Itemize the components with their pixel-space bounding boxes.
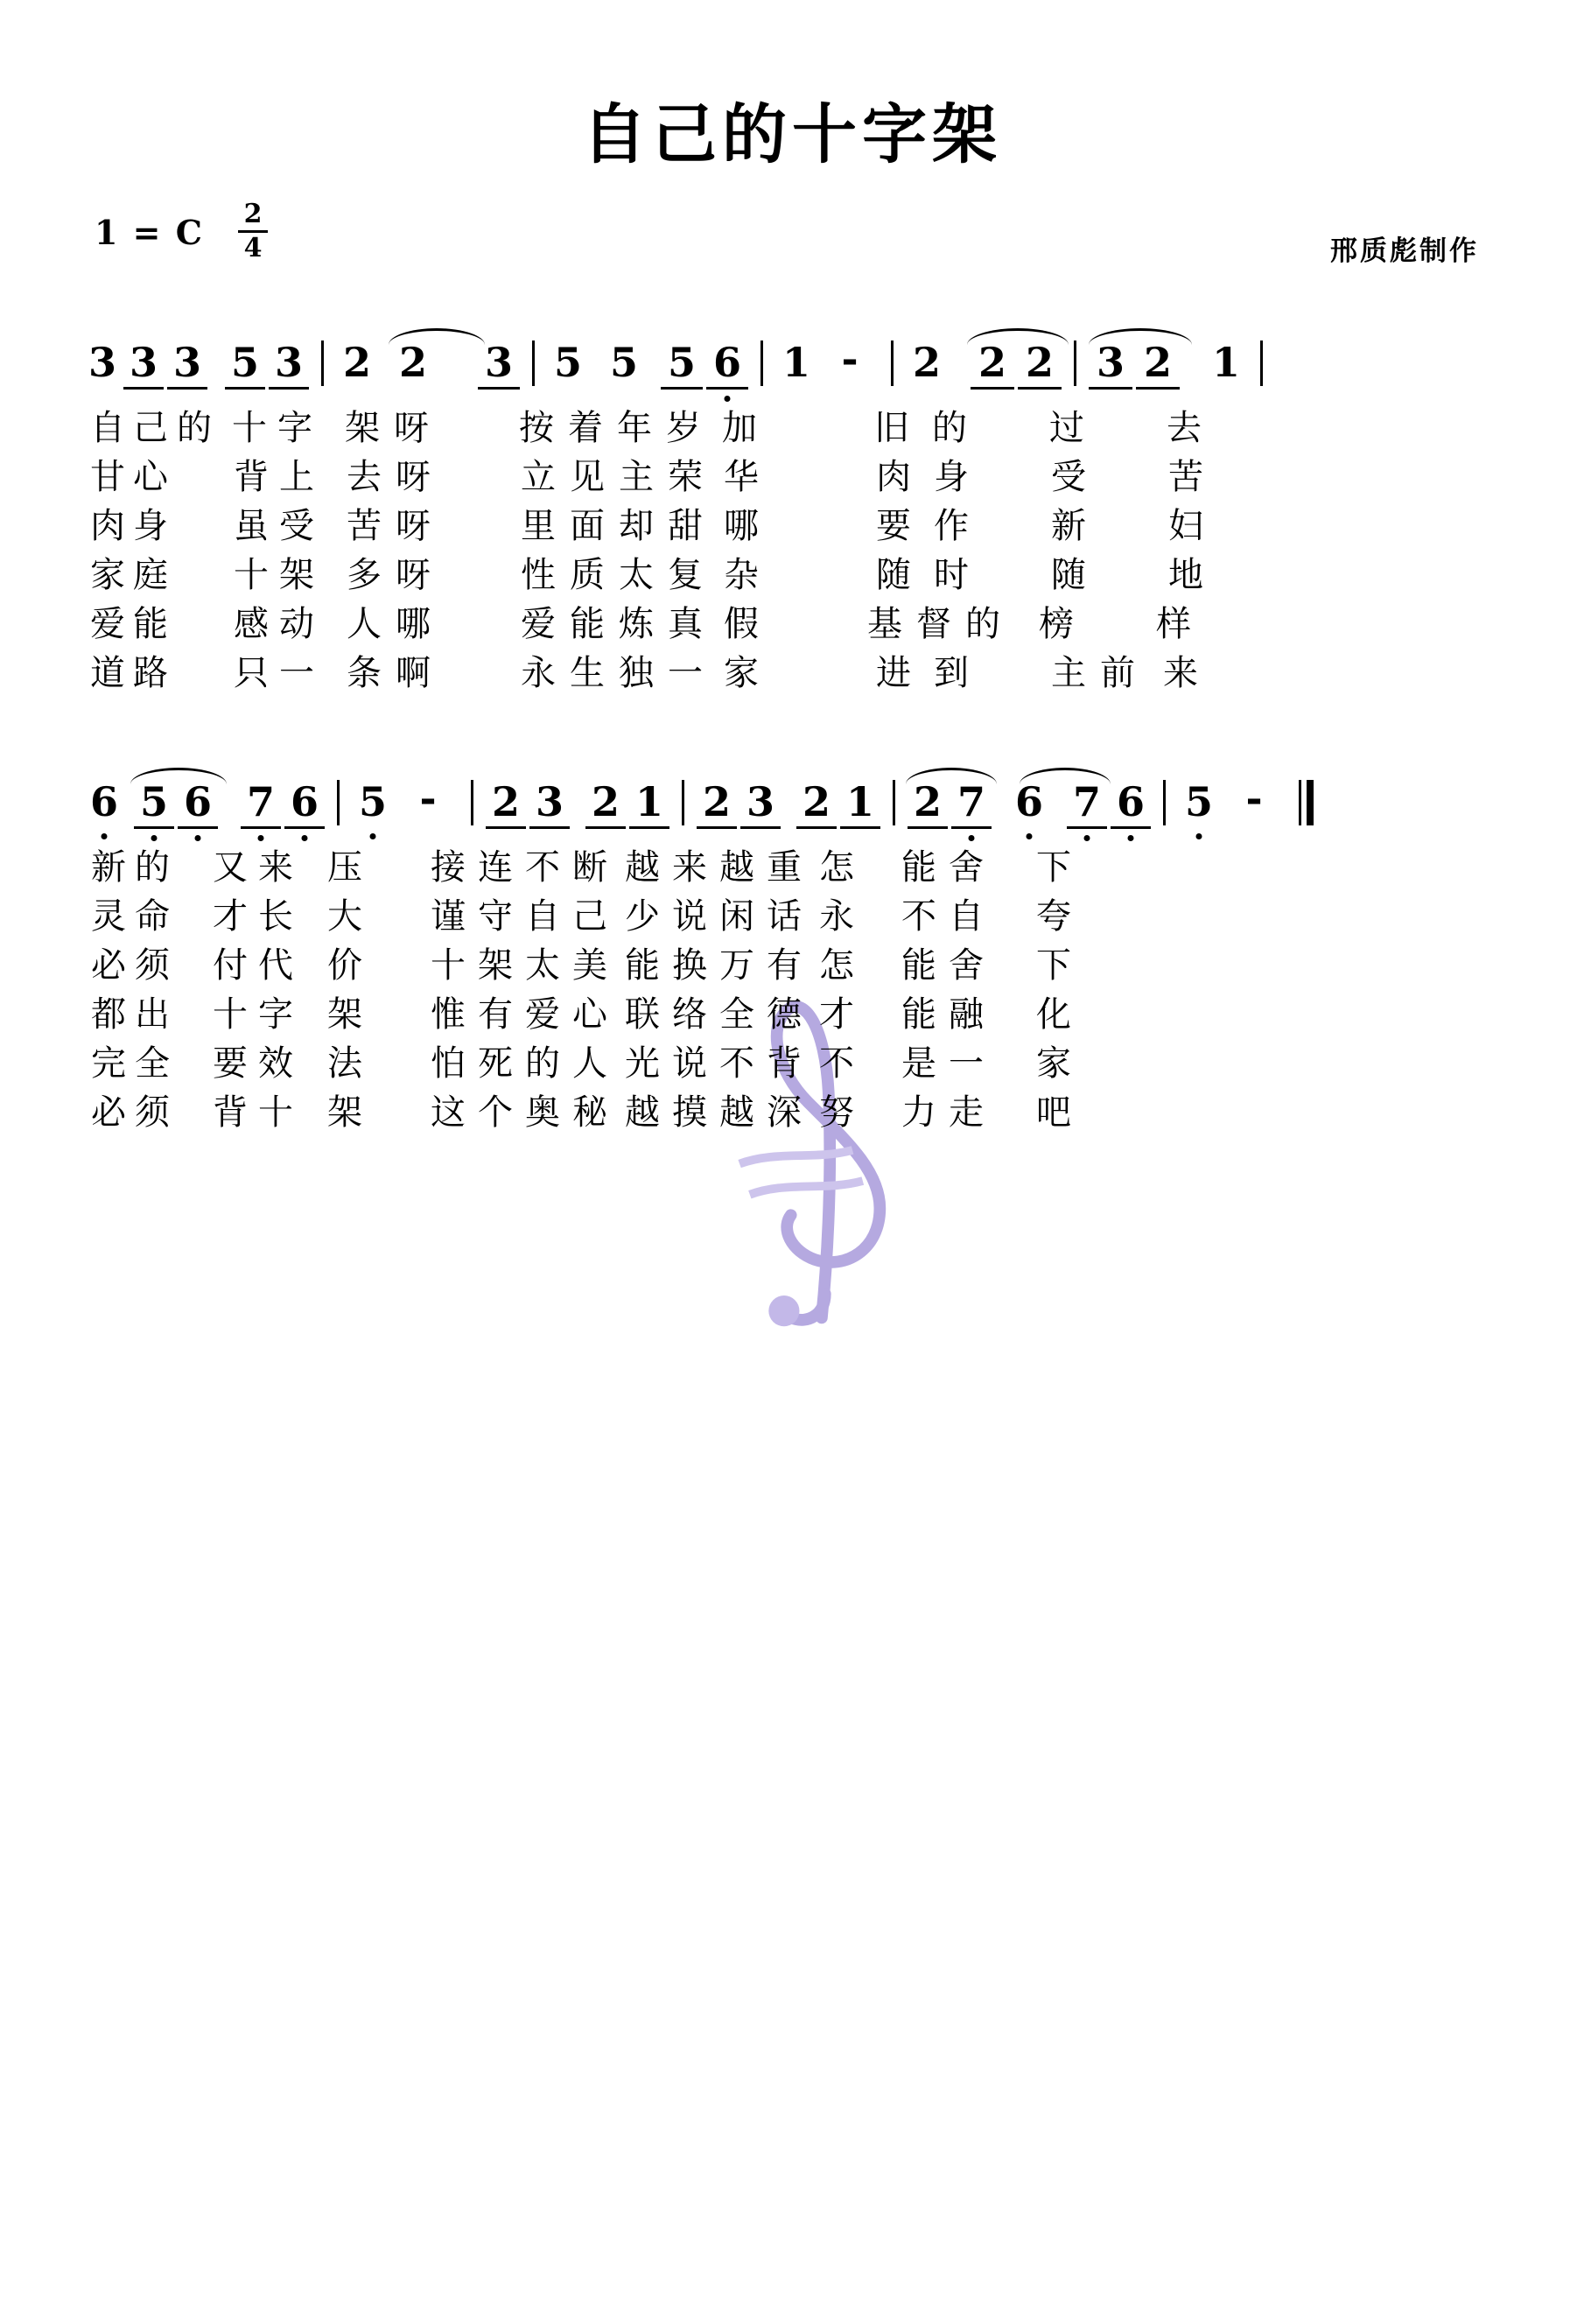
lyric-char: 心 <box>133 456 168 497</box>
lyric-char: 新 <box>1051 505 1086 546</box>
lyric-char: 按 <box>519 407 554 448</box>
lyric-char: 才 <box>213 895 248 937</box>
note: 5 <box>659 342 704 391</box>
lyric-char: 闲 <box>719 895 754 937</box>
lyric-char: 十 <box>258 1092 293 1133</box>
lyric-char: 炼 <box>619 603 654 644</box>
lyrics-block-2 <box>83 839 1518 1134</box>
lyric-char: 主 <box>619 456 654 497</box>
lyric-char: 家 <box>90 554 125 595</box>
lyric-char: 能 <box>625 944 660 986</box>
note: 2 <box>1134 342 1181 391</box>
lyric-char: 必 <box>91 1092 126 1133</box>
lyric-char: 甜 <box>668 505 703 546</box>
lyric-line <box>83 400 1518 449</box>
notation-row-2 <box>83 762 1518 831</box>
lyric-char: 啊 <box>396 652 431 693</box>
lyric-char: 全 <box>135 1043 170 1084</box>
author-credit: 邢质彪制作 <box>1330 235 1479 267</box>
barline <box>471 780 473 825</box>
lyric-char: 架 <box>345 407 380 448</box>
measure-2 <box>334 339 522 391</box>
lyric-char: 怕 <box>431 1043 466 1084</box>
lyric-char: 化 <box>1036 993 1071 1035</box>
lyric-char: 大 <box>327 895 362 937</box>
note: 2 <box>1016 342 1063 391</box>
lyric-char: 前 <box>1100 652 1135 693</box>
lyric-char: 身 <box>934 456 969 497</box>
lyric-char: 进 <box>876 652 911 693</box>
lyric-char: 这 <box>431 1092 466 1133</box>
lyric-char: 时 <box>934 554 969 595</box>
lyric-char: 谨 <box>431 895 466 937</box>
lyric-line <box>83 888 1518 937</box>
lyric-char: 完 <box>91 1043 126 1084</box>
lyric-char: 自 <box>949 895 984 937</box>
lyric-char: 家 <box>1036 1043 1071 1084</box>
lyric-char: 主 <box>1051 652 1086 693</box>
lyric-char: 架 <box>327 993 362 1035</box>
lyric-char: 背 <box>767 1043 802 1084</box>
lyric-char: 基 <box>867 603 902 644</box>
lyric-char: 要 <box>876 505 911 546</box>
measure-8 <box>350 775 460 831</box>
lyric-char: 见 <box>570 456 605 497</box>
lyric-char: 灵 <box>91 895 126 937</box>
lyric-char: 融 <box>949 993 984 1035</box>
lyric-char: 说 <box>672 1043 707 1084</box>
lyric-char: 的 <box>135 846 170 888</box>
lyric-char: 的 <box>932 407 967 448</box>
note: 3 <box>267 342 311 391</box>
lyric-char: 越 <box>719 846 754 888</box>
lyric-char: 守 <box>478 895 513 937</box>
barline <box>1074 341 1076 386</box>
lyric-char: 能 <box>901 944 936 986</box>
lyric-char: 哪 <box>396 603 431 644</box>
octave-dot-low <box>1196 833 1202 839</box>
lyric-char: 付 <box>213 944 248 986</box>
lyric-char: 加 <box>722 407 757 448</box>
key-signature: 1 = C <box>95 213 204 252</box>
lyric-char: 作 <box>934 505 969 546</box>
lyric-char: 努 <box>819 1092 854 1133</box>
lyric-char: 要 <box>213 1043 248 1084</box>
measure-9 <box>484 778 671 831</box>
barline-thin <box>1299 780 1301 825</box>
lyric-char: 走 <box>949 1092 984 1133</box>
note: 2 <box>342 339 371 386</box>
lyric-char: 多 <box>347 554 382 595</box>
lyric-char: 下 <box>1036 846 1071 888</box>
lyric-char: 哪 <box>724 505 759 546</box>
note: 3 <box>122 342 165 391</box>
lyric-char: 必 <box>91 944 126 986</box>
lyric-char: 上 <box>279 456 314 497</box>
lyric-char: 才 <box>819 993 854 1035</box>
lyric-char: 背 <box>213 1092 248 1133</box>
lyric-char: 吧 <box>1036 1092 1071 1133</box>
lyric-char: 到 <box>934 652 969 693</box>
lyric-char: 庭 <box>133 554 168 595</box>
lyric-char: 里 <box>521 505 556 546</box>
lyric-char: 怎 <box>819 944 854 986</box>
lyric-char: 榜 <box>1039 603 1074 644</box>
lyric-char: 不 <box>525 846 560 888</box>
lyric-char: 受 <box>1051 456 1086 497</box>
lyric-char: 又 <box>213 846 248 888</box>
lyric-char: 压 <box>327 846 362 888</box>
lyric-char: 全 <box>719 993 754 1035</box>
note: 2 <box>398 339 427 386</box>
lyric-line <box>83 596 1518 645</box>
lyric-char: 面 <box>570 505 605 546</box>
lyric-char: 舍 <box>949 846 984 888</box>
note: 7 <box>239 782 283 831</box>
note: 1 <box>781 339 810 386</box>
lyric-line <box>83 1036 1518 1085</box>
lyric-char: 换 <box>672 944 707 986</box>
barline-thick <box>1307 780 1314 825</box>
music-system-1 <box>83 323 1518 694</box>
lyric-char: 话 <box>767 895 802 937</box>
measure-4 <box>774 335 880 391</box>
lyric-char: 妇 <box>1168 505 1203 546</box>
measure-10 <box>695 778 882 831</box>
measure-12 <box>1176 775 1286 831</box>
lyric-char: 联 <box>625 993 660 1035</box>
lyric-char: 能 <box>133 603 168 644</box>
note: 5 <box>1176 782 1222 831</box>
lyric-char: 一 <box>279 652 314 693</box>
barline <box>337 780 340 825</box>
note: 5 <box>609 339 638 386</box>
lyric-char: 生 <box>570 652 605 693</box>
note: 5 <box>350 782 396 831</box>
lyric-char: 美 <box>572 944 607 986</box>
lyric-char: 代 <box>258 944 293 986</box>
measure-7 <box>83 778 326 831</box>
lyric-char: 奥 <box>525 1092 560 1133</box>
note: 1 <box>627 782 671 831</box>
lyric-char: 督 <box>916 603 951 644</box>
lyric-char: 能 <box>901 846 936 888</box>
lyric-char: 人 <box>347 603 382 644</box>
lyric-char: 只 <box>234 652 269 693</box>
lyric-char: 路 <box>133 652 168 693</box>
final-barline <box>1299 780 1314 825</box>
lyric-char: 接 <box>431 846 466 888</box>
lyric-char: 法 <box>327 1043 362 1084</box>
lyric-char: 来 <box>1163 652 1198 693</box>
barline <box>891 341 894 386</box>
lyric-char: 力 <box>901 1092 936 1133</box>
lyric-char: 肉 <box>876 456 911 497</box>
lyric-char: 年 <box>617 407 652 448</box>
lyric-line <box>83 498 1518 547</box>
lyric-char: 却 <box>619 505 654 546</box>
lyric-char: 有 <box>478 993 513 1035</box>
lyric-char: 重 <box>767 846 802 888</box>
lyric-char: 爱 <box>525 993 560 1035</box>
lyric-char: 心 <box>572 993 607 1035</box>
barline <box>1163 780 1166 825</box>
lyric-char: 旧 <box>874 407 909 448</box>
lyric-char: 摸 <box>672 1092 707 1133</box>
lyric-char: 去 <box>1167 407 1202 448</box>
note: 5 <box>553 339 582 386</box>
lyric-char: 都 <box>91 993 126 1035</box>
note: 3 <box>528 782 571 831</box>
lyric-char: 永 <box>819 895 854 937</box>
lyric-char: 呀 <box>396 505 431 546</box>
measure-11 <box>906 778 1153 831</box>
note: 6 <box>83 782 125 831</box>
note: 3 <box>165 342 209 391</box>
lyric-char: 的 <box>177 407 212 448</box>
barline <box>760 341 763 386</box>
lyric-char: 不 <box>901 895 936 937</box>
note: 6 <box>1007 782 1051 831</box>
lyric-char: 十 <box>234 554 269 595</box>
lyric-char: 架 <box>279 554 314 595</box>
lyric-char: 己 <box>133 407 168 448</box>
note: 3 <box>739 782 782 831</box>
page-title: 自己的十字架 <box>582 97 1002 172</box>
lyric-line <box>83 937 1518 986</box>
lyric-char: 道 <box>90 652 125 693</box>
lyric-char: 太 <box>619 554 654 595</box>
lyric-char: 随 <box>876 554 911 595</box>
note: 6 <box>704 342 750 391</box>
lyric-char: 下 <box>1036 944 1071 986</box>
note: 3 <box>1087 342 1134 391</box>
note: 5 <box>132 782 176 831</box>
lyric-char: 效 <box>258 1043 293 1084</box>
lyrics-block-1 <box>83 400 1518 694</box>
sheet-music-page <box>0 83 1584 2324</box>
lyric-char: 随 <box>1051 554 1086 595</box>
note-extension-dash: - <box>419 775 437 822</box>
lyric-char: 须 <box>135 944 170 986</box>
lyric-char: 越 <box>625 1092 660 1133</box>
note: 2 <box>912 339 941 386</box>
note: 2 <box>906 782 950 831</box>
lyric-char: 条 <box>347 652 382 693</box>
lyric-char: 能 <box>570 603 605 644</box>
lyric-char: 独 <box>619 652 654 693</box>
lyric-char: 去 <box>347 456 382 497</box>
lyric-char: 断 <box>572 846 607 888</box>
lyric-char: 背 <box>234 456 269 497</box>
lyric-char: 爱 <box>90 603 125 644</box>
note: 2 <box>969 342 1016 391</box>
lyric-char: 过 <box>1049 407 1084 448</box>
lyric-char: 长 <box>258 895 293 937</box>
barline <box>321 341 324 386</box>
barline <box>682 780 684 825</box>
lyric-char: 身 <box>133 505 168 546</box>
lyric-char: 甘 <box>90 456 125 497</box>
lyric-char: 个 <box>478 1092 513 1133</box>
lyric-char: 动 <box>279 603 314 644</box>
measure-1 <box>83 339 311 391</box>
lyric-char: 样 <box>1156 603 1191 644</box>
lyric-char: 呀 <box>394 407 429 448</box>
lyric-char: 肉 <box>90 505 125 546</box>
lyric-char: 舍 <box>949 944 984 986</box>
lyric-char: 架 <box>478 944 513 986</box>
lyric-char: 岁 <box>666 407 701 448</box>
score-header <box>0 199 1584 281</box>
lyric-line <box>83 547 1518 596</box>
lyric-char: 光 <box>625 1043 660 1084</box>
note: 7 <box>1065 782 1109 831</box>
lyric-char: 呀 <box>396 456 431 497</box>
lyric-char: 须 <box>135 1092 170 1133</box>
lyric-char: 虽 <box>234 505 269 546</box>
lyric-char: 架 <box>327 1092 362 1133</box>
lyric-char: 自 <box>525 895 560 937</box>
lyric-char: 死 <box>478 1043 513 1084</box>
lyric-char: 十 <box>431 944 466 986</box>
notation-row-1 <box>83 323 1518 391</box>
lyric-char: 家 <box>724 652 759 693</box>
measure-3 <box>545 339 750 391</box>
note: 6 <box>283 782 326 831</box>
lyric-char: 己 <box>572 895 607 937</box>
lyric-char: 一 <box>668 652 703 693</box>
lyric-char: 性 <box>521 554 556 595</box>
lyric-char: 新 <box>91 846 126 888</box>
lyric-char: 受 <box>279 505 314 546</box>
lyric-char: 德 <box>767 993 802 1035</box>
note: 6 <box>1109 782 1153 831</box>
barline <box>1260 341 1263 386</box>
lyric-char: 感 <box>234 603 269 644</box>
note: 2 <box>484 782 528 831</box>
note: 7 <box>950 782 993 831</box>
lyric-char: 华 <box>724 456 759 497</box>
lyric-char: 来 <box>672 846 707 888</box>
lyric-char: 太 <box>525 944 560 986</box>
lyric-char: 苦 <box>1168 456 1203 497</box>
time-signature <box>238 200 268 262</box>
lyric-char: 永 <box>521 652 556 693</box>
meter-denominator: 4 <box>243 232 263 263</box>
meter-numerator: 2 <box>243 199 263 229</box>
lyric-char: 越 <box>625 846 660 888</box>
lyric-line <box>83 839 1518 888</box>
measure-6 <box>1087 339 1250 391</box>
lyric-char: 着 <box>568 407 603 448</box>
note: 3 <box>476 342 522 391</box>
lyric-char: 的 <box>965 603 1000 644</box>
lyric-char: 字 <box>277 407 312 448</box>
note: 3 <box>88 339 116 386</box>
lyric-char: 夸 <box>1036 895 1071 937</box>
octave-dot-low <box>370 833 376 839</box>
lyric-char: 爱 <box>521 603 556 644</box>
lyric-char: 价 <box>327 944 362 986</box>
lyric-line <box>83 986 1518 1036</box>
note: 6 <box>176 782 220 831</box>
lyric-char: 复 <box>668 554 703 595</box>
lyric-char: 连 <box>478 846 513 888</box>
lyric-char: 络 <box>672 993 707 1035</box>
lyric-char: 命 <box>135 895 170 937</box>
lyric-char: 十 <box>213 993 248 1035</box>
music-system-2 <box>83 762 1518 1134</box>
note: 2 <box>795 782 838 831</box>
lyric-char: 假 <box>724 603 759 644</box>
lyric-line <box>83 645 1518 694</box>
note-extension-dash: - <box>841 335 859 383</box>
note-extension-dash: - <box>1245 775 1263 822</box>
lyric-char: 秘 <box>572 1092 607 1133</box>
lyric-char: 质 <box>570 554 605 595</box>
lyric-char: 来 <box>258 846 293 888</box>
lyric-char: 人 <box>572 1043 607 1084</box>
lyric-char: 苦 <box>347 505 382 546</box>
barline <box>532 341 535 386</box>
lyric-line <box>83 1085 1518 1134</box>
note: 1 <box>838 782 882 831</box>
note: 2 <box>695 782 739 831</box>
lyric-char: 杂 <box>724 554 759 595</box>
note: 1 <box>1211 339 1240 386</box>
lyric-char: 出 <box>135 993 170 1035</box>
lyric-char: 不 <box>719 1043 754 1084</box>
lyric-char: 万 <box>719 944 754 986</box>
lyric-char: 字 <box>258 993 293 1035</box>
measure-5 <box>904 339 1063 391</box>
lyric-char: 越 <box>719 1092 754 1133</box>
lyric-char: 怎 <box>819 846 854 888</box>
lyric-char: 不 <box>819 1043 854 1084</box>
lyric-char: 真 <box>668 603 703 644</box>
lyric-char: 说 <box>672 895 707 937</box>
lyric-line <box>83 449 1518 498</box>
lyric-char: 荣 <box>668 456 703 497</box>
lyric-char: 立 <box>521 456 556 497</box>
lyric-char: 十 <box>232 407 267 448</box>
lyric-char: 是 <box>901 1043 936 1084</box>
lyric-char: 一 <box>949 1043 984 1084</box>
lyric-char: 能 <box>901 993 936 1035</box>
lyric-char: 深 <box>767 1092 802 1133</box>
note: 5 <box>223 342 267 391</box>
lyric-char: 有 <box>767 944 802 986</box>
lyric-char: 呀 <box>396 554 431 595</box>
lyric-char: 的 <box>525 1043 560 1084</box>
lyric-char: 自 <box>90 407 125 448</box>
lyric-char: 少 <box>625 895 660 937</box>
barline <box>893 780 895 825</box>
lyric-char: 惟 <box>431 993 466 1035</box>
note: 2 <box>584 782 627 831</box>
lyric-char: 地 <box>1168 554 1203 595</box>
